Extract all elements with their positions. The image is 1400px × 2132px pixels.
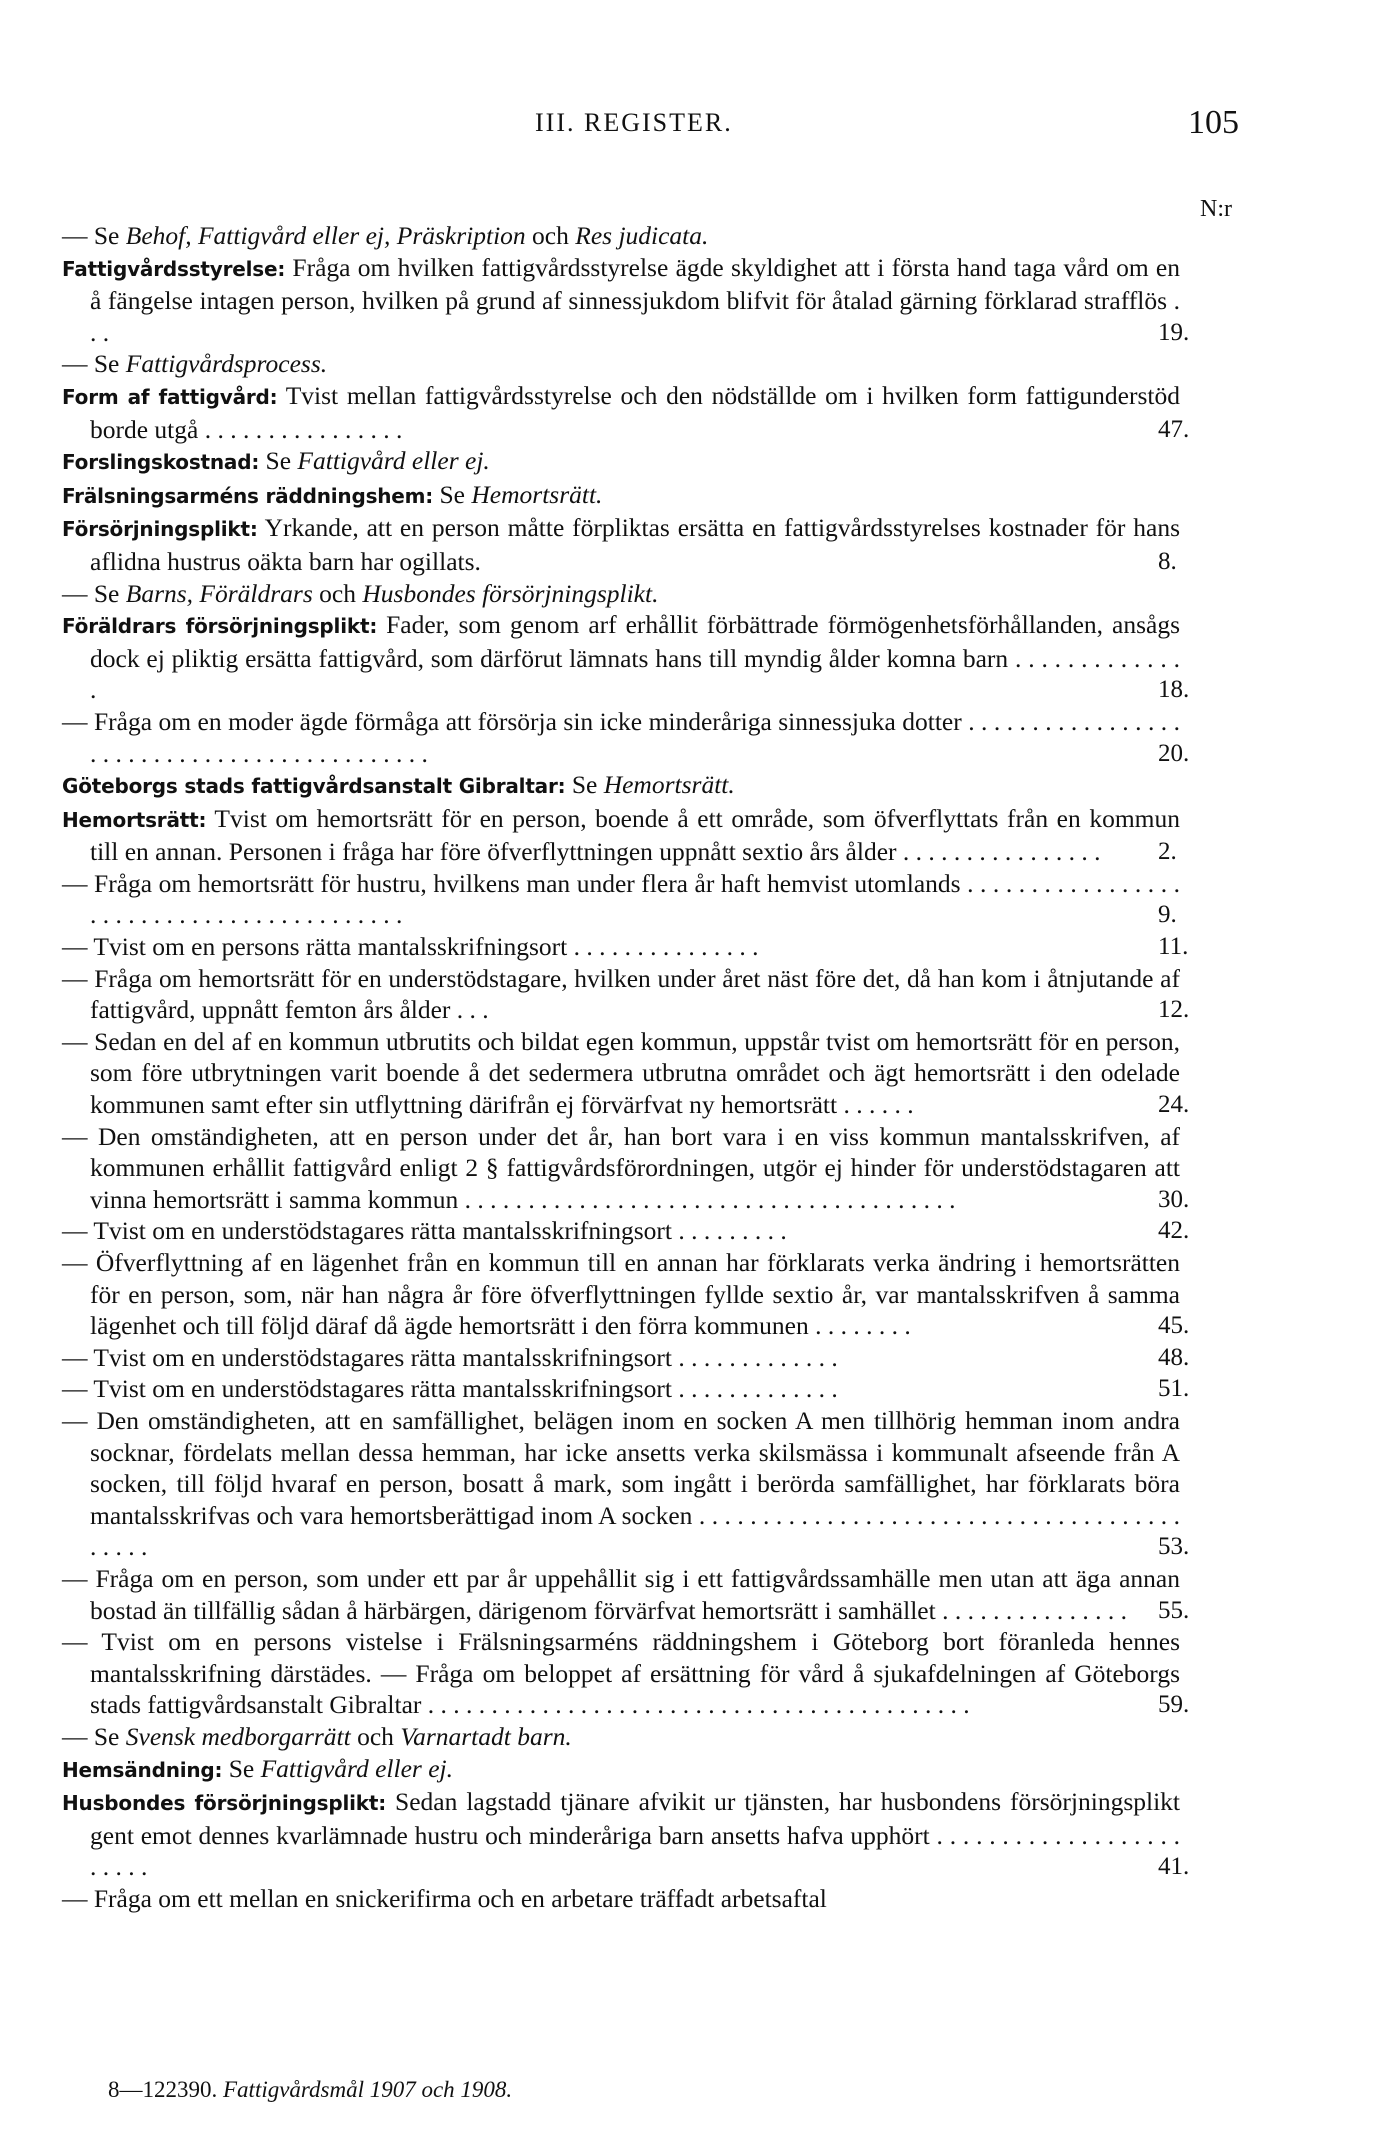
register-subentry [62, 578, 1242, 610]
entry-text: — Fråga om en moder ägde förmåga att försörja sin icke minderåriga sinnessjuka dotter . . . . . . . . . . . . . . . . . . . . . . . . . . . . . . . . . . . . . . . . . . . . [62, 706, 1180, 768]
entry-headword: Försörjningsplikt: [62, 517, 258, 542]
entry-reference: Fattigvård eller ej. [297, 446, 490, 476]
entry-headword: Fattigvårdsstyrelse: [62, 256, 286, 281]
entry-headword: Hemortsrätt: [62, 807, 207, 832]
register-entry [62, 479, 1242, 513]
case-number: 19. [1158, 318, 1190, 346]
entry-text: — Fråga om hemortsrätt för en understödstagare, hvilken under året näst före det, då han kom i åtnjutande af fattigvård, uppnått femton års ålder . . . [62, 963, 1180, 1025]
footer-signature: 8—122390. [108, 2077, 218, 2102]
entry-text: Fråga om hvilken fattigvårdsstyrelse ägde skyldighet att i första hand taga vård om en å fängelse intagen person, hvilken på grund af sinnessjukdom blifvit för åtalad gärning förklarad strafflös . . . [90, 252, 1180, 347]
entry-text: Yrkande, att en person måtte förpliktas ersätta en fattigvårdsstyrelses kostnader för hans aflidna hustrus oäkta barn har ogillats. [90, 513, 1180, 576]
number-column-label: N:r [1200, 196, 1232, 222]
register-entry [62, 380, 1242, 445]
entry-text: och [312, 578, 363, 608]
entry-text: och [350, 1721, 401, 1751]
entry-text: — Tvist om en persons rätta mantalsskrifningsort . . . . . . . . . . . . . . . [62, 932, 759, 962]
entry-text: Se [565, 770, 604, 800]
entry-text: Fader, som genom arf erhållit förbättrade förmögenhetsförhållanden, ansågs dock ej pliktig ersätta fattigvård, som därförut lämnats hans till myndig ålder komna barn . . . . . . . . . . . . . . [90, 610, 1180, 705]
register-subentry [62, 1373, 1242, 1405]
register-subentry [62, 1121, 1242, 1216]
case-number: 41. [1158, 1853, 1190, 1881]
entry-headword: Hemsändning: [62, 1757, 223, 1782]
register-subentry [62, 1215, 1242, 1247]
entry-text: — Fråga om en person, som under ett par år uppehållit sig i ett fattigvårdssamhälle men utan att äga annan bostad än tillfällig sådan å härbärgen, därigenom förvärfvat hemortsrätt i samhället . . . . . . . . . . . . . . . [62, 1563, 1180, 1625]
entry-text: Se [433, 479, 472, 509]
register-subentry [62, 220, 1242, 252]
case-number: 12. [1158, 996, 1190, 1024]
register-entry [62, 252, 1242, 349]
entry-text: — Fråga om ett mellan en snickerifirma och en arbetare träffadt arbetsaftal [62, 1883, 827, 1913]
entry-reference: Husbondes försörjningsplikt. [362, 578, 659, 608]
entry-headword: Frälsningsarméns räddningshem: [62, 483, 434, 508]
entry-text: — Se [62, 1721, 126, 1751]
entry-text: — Tvist om en understödstagares rätta mantalsskrifningsort . . . . . . . . . . . . . [62, 1342, 838, 1372]
register-entry [62, 609, 1242, 706]
running-header [0, 104, 1400, 144]
entry-text: — Tvist om en understödstagares rätta mantalsskrifningsort . . . . . . . . . . . . . [62, 1374, 838, 1404]
entry-reference: Hemortsrätt. [603, 770, 735, 800]
entry-text: Tvist om hemortsrätt för en person, boende å ett område, som öfverflyttats från en kommun till en annan. Personen i fråga har före öfverflyttningen uppnått sextio års ålder . . . . . . . . . . . . . . . . [90, 803, 1180, 867]
register-subentry [62, 1721, 1242, 1753]
register-subentry [62, 931, 1242, 963]
entry-text: Tvist mellan fattigvårdsstyrelse och den nödställde om i hvilken form fattigunderstöd borde utgå . . . . . . . . . . . . . . . . [90, 380, 1180, 444]
case-number: 20. [1158, 739, 1190, 767]
register-entry [62, 803, 1242, 868]
entry-text: — Den omständigheten, att en samfällighet, belägen inom en socken A men tillhörig hemman inom andra socknar, fördelats mellan dessa hemman, har icke ansetts verka skilsmässa i kommunalt afseende från A socken, till följd hvaraf en person, bosatt å mark, som ingått i berörda samfällighet, har förklarats böra mantalsskrifvas och vara hemortsberättigad inom A socken . . . . . . . . . . . . . . . . . . . . . . . . . . . . . . . . . . . . . . . . . . . [62, 1405, 1180, 1562]
case-number: 18. [1158, 676, 1190, 704]
register-subentry [62, 963, 1242, 1026]
entry-text: Se [222, 1753, 261, 1783]
entry-reference: Hemortsrätt. [471, 479, 603, 509]
entry-reference: Fattigvårdsprocess. [125, 349, 328, 379]
entry-headword: Föräldrars försörjningsplikt: [62, 614, 378, 639]
case-number: 47. [1158, 415, 1190, 443]
register-entry [62, 512, 1242, 577]
entry-text: — Se [62, 221, 126, 250]
page-number: 105 [1188, 104, 1239, 141]
register-subentry [62, 1026, 1242, 1121]
register-subentry [62, 1405, 1242, 1563]
case-number: 45. [1158, 1312, 1190, 1340]
register-subentry [62, 1247, 1242, 1342]
case-number: 30. [1158, 1185, 1190, 1213]
entry-text: — Öfverflyttning af en lägenhet från en kommun till en annan har förklarats verka ändring i hemortsrätten för en person, som, när han några år före öfverflyttningen fyllde sextio år, var mantalsskrifven å samma lägenhet och till följd däraf då ägde hemortsrätt i den förra kommunen . . . . . . . . [62, 1248, 1180, 1341]
entry-reference: Fattigvård eller ej. [260, 1753, 453, 1783]
register-subentry [62, 1563, 1242, 1626]
entry-text: och [525, 221, 576, 250]
case-number: 48. [1158, 1343, 1190, 1371]
entry-text: — Den omständigheten, att en person under det år, han bort vara i en viss kommun mantalsskrifven, af kommunen erhållit fattigvård enligt 2 § fattigvårdsförordningen, utgör ej hinder för understödstagaren att vinna hemortsrätt i samma kommun . . . . . . . . . . . . . . . . . . . . . . . . . . . . . . . . . . . . . . . [62, 1121, 1180, 1214]
entry-headword: Forslingskostnad: [62, 450, 260, 475]
register-subentry [62, 868, 1242, 931]
entry-reference: Varnartadt barn. [400, 1721, 572, 1751]
case-number: 2. [1158, 838, 1177, 866]
case-number: 11. [1158, 933, 1189, 961]
register-subentry [62, 706, 1242, 769]
running-head: III. REGISTER. [535, 108, 733, 137]
case-number: 42. [1158, 1217, 1190, 1245]
entry-headword: Form af fattigvård: [62, 384, 278, 409]
register-entry [62, 1753, 1242, 1787]
entry-text: — Se [62, 578, 126, 608]
case-number: 59. [1158, 1691, 1190, 1719]
case-number: 55. [1158, 1596, 1190, 1624]
entry-reference: Behof, Fattigvård eller ej, Präskription [125, 221, 526, 250]
case-number: 24. [1158, 1091, 1190, 1119]
register-entry [62, 769, 1242, 803]
case-number: 9. [1158, 901, 1177, 929]
footer-title: Fattigvårdsmål 1907 och 1908. [223, 2077, 513, 2102]
entry-text: — Tvist om en understödstagares rätta mantalsskrifningsort . . . . . . . . . [62, 1216, 787, 1246]
entry-text: — Sedan en del af en kommun utbrutits och bildat egen kommun, uppstår tvist om hemortsrätt för en person, som före utbrytningen varit boende å det sedermera utbrutna området och ägt hemortsrätt i den odelade kommunen samt efter sin utflyttning därifrån ej förvärfvat ny hemortsrätt . . . . . . [62, 1026, 1180, 1120]
entry-text: — Se [62, 349, 126, 379]
case-number: 53. [1158, 1533, 1190, 1561]
case-number: 8. [1158, 547, 1177, 575]
register-entry [62, 1786, 1242, 1883]
entry-text: Se [259, 446, 298, 476]
register-entry [62, 445, 1242, 479]
register-subentry [62, 1883, 1242, 1915]
entry-reference: Res judicata. [575, 221, 709, 250]
register-subentry [62, 348, 1242, 380]
entry-text: — Fråga om hemortsrätt för hustru, hvilkens man under flera år haft hemvist utomlands . . . . . . . . . . . . . . . . . . . . . . . . . . . . . . . . . . . . . . . . . . [62, 868, 1180, 930]
register-subentry [62, 1626, 1242, 1721]
entry-reference: Barns, Föräldrars [125, 578, 313, 608]
footer [108, 2077, 512, 2103]
register-subentry [62, 1342, 1242, 1374]
entry-reference: Svensk medborgarrätt [125, 1721, 351, 1751]
entry-headword: Husbondes försörjningsplikt: [62, 1791, 387, 1816]
entry-text: — Tvist om en persons vistelse i Frälsningsarméns räddningshem i Göteborg bort föranleda hennes mantalsskrifning därstädes. — Fråga om beloppet af ersättning för vård å sjukafdelningen af Göteborgs stads fattigvårdsanstalt Gibraltar . . . . . . . . . . . . . . . . . . . . . . . . . . . . . . . . . . . . . . . . . . . [62, 1627, 1180, 1720]
entry-headword: Göteborgs stads fattigvårdsanstalt Gibraltar: [62, 774, 566, 799]
entry-text: Sedan lagstadd tjänare afvikit ur tjänsten, har husbondens försörjningsplikt gent emot dennes kvarlämnade hustru och minderåriga barn ansetts hafva upphört . . . . . . . . . . . . . . . . . . . . . . . . [90, 1787, 1180, 1882]
register-entries [62, 220, 1242, 1914]
case-number: 51. [1158, 1375, 1190, 1403]
